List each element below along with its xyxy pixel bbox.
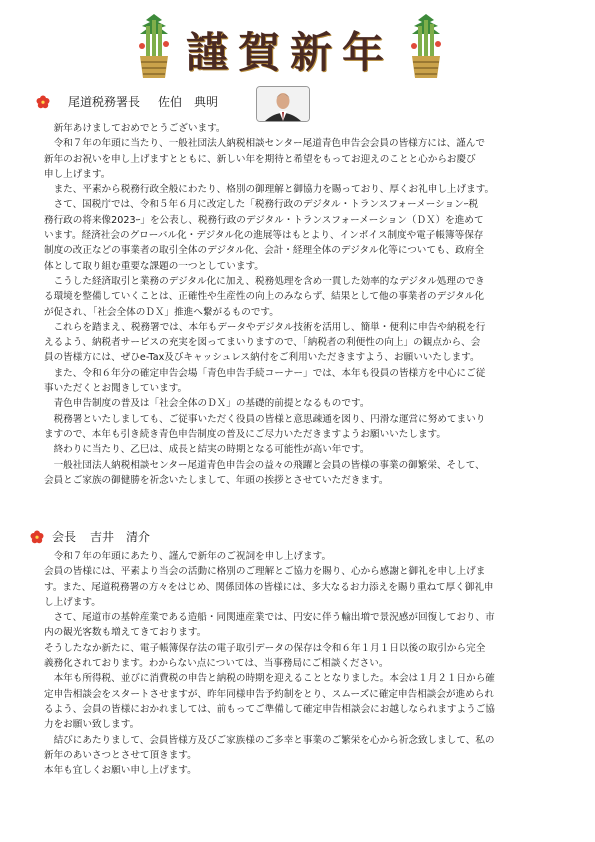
- section1-name: 佐伯 典明: [158, 95, 219, 109]
- paragraph: また、令和６年分の確定申告会場「青色申告手続コーナー」では、本年も役員の皆様方を中心にご従 事いただくとお聞きしています。: [44, 367, 486, 395]
- paragraph: 新年あけましておめでとうございます。: [44, 123, 226, 134]
- banner-title: 謹賀新年: [186, 28, 395, 77]
- section1-role: 尾道税務署長: [68, 95, 141, 109]
- paragraph: 一般社団法人納税相談センター尾道青色申告会の益々の飛躍と会員の皆様の事業の御繁栄、そして、 会員とご家族の御健勝を祈念いたしまして、年頭の挨拶とさせていただきます。: [44, 459, 485, 486]
- paragraph: これらを踏まえ、税務署では、本年もデータやデジタル技術を活用し、簡単・便利に申告や納税を行 えるよう、納税者サービスの充実を図ってまいりますので、「納税者の利便性の向上」の観点から、会 員の皆様方には、ぜひe-Tax及びキャッシュレス納付をご利用いただきますよう、お願いいたします。: [44, 321, 486, 364]
- section1-body: [44, 121, 554, 488]
- paragraph: また、平素から税務行政全般にわたり、格別の御理解と御協力を賜っており、厚くお礼申し上げます。: [44, 184, 495, 196]
- section2-heading: [30, 528, 150, 545]
- section2-role: 会長: [52, 530, 77, 544]
- paragraph: 結びにあたりまして、会員皆様方及びご家族様のご多幸と事業のご繁栄を心から祈念致しまして、私の 新年のあいさつとさせて頂きます。 本年も宜しくお願い申し上げます。: [44, 734, 495, 777]
- paragraph: さて、尾道市の基幹産業である造船・同関連産業では、円安に伴う輸出増で景況感が回復しており、市 内の観光客数も増えてきております。 そうしたなか新たに、電子帳簿保存法の電子取引データの保存は令和６年１月１日以後の取引から完全 義務化されております。わからない点については、当事務局にご相談ください。: [44, 612, 495, 670]
- paragraph: 税務署といたしましても、ご従事いただく役員の皆様と意思疎通を図り、円滑な運営に努めてまいり ますので、本年も引き続き青色申告制度の普及にご尽力いただきますようお願いいたします。: [44, 413, 486, 440]
- paragraph: 終わりに当たり、乙巳は、成長と結実の時期となる可能性が高い年です。: [44, 444, 370, 456]
- kadomatsu-icon: [132, 12, 176, 82]
- kadomatsu-icon: [404, 12, 448, 82]
- section2-name: 吉井 清介: [90, 530, 151, 544]
- section1-heading: [36, 93, 218, 110]
- section2-body: [44, 549, 559, 778]
- plum-blossom-icon: [30, 530, 44, 544]
- portrait-photo: [256, 86, 310, 122]
- paragraph: 本年も所得税、並びに消費税の申告と納税の時期を迎えることとなりました。本会は１月２１日から確 定申告相談会をスタートさせますが、昨年同様申告予約制をとり、スムーズに確定申告相談会が進められ るよう、会員の皆様におかれましては、前もってご準備して確定申告相談会にお越しなられますようご協 力をお願い致します。: [44, 673, 495, 731]
- paragraph: 青色申告制度の普及は「社会全体のＤＸ」の基礎的前提となるものです。: [44, 398, 370, 410]
- paragraph: こうした経済取引と業務のデジタル化に加え、税務処理を含め一貫した効率的なデジタル処理のでき る環境を整備していくことは、正確性や生産性の向上のみならず、結果として他の事業者のデジタル化 が促され、「社会全体のＤＸ」推進へ繋がるものです。: [44, 275, 485, 318]
- plum-blossom-icon: [36, 95, 50, 109]
- paragraph: 令和７年の年頭に当たり、一般社団法人納税相談センター尾道青色申告会会員の皆様方には、謹んで 新年のお祝いを申し上げますとともに、新しい年を期待と希望をもってお迎えのことと心からお慶び 申し上げます。: [44, 138, 485, 180]
- new-year-banner: [0, 6, 595, 84]
- paragraph: さて、国税庁では、令和５年６月に改定した「税務行政のデジタル・トランスフォーメーションｰ税 務行政の将来像2023ｰ」を公表し、税務行政のデジタル・トランスフォーメーション（ＤＸ）を進めて います。経済社会のグローバル化・デジタル化の進展等はもとより、インボイス制度や電子帳簿等保存 制度の改正などの事業者の取引全体のデジタル化、会計・経理全体のデジタル化等についても、政府全 体として取り組む重要な課題の一つとしています。: [44, 199, 484, 272]
- paragraph: 令和７年の年頭にあたり、謹んで新年のご祝詞を申し上げます。 会員の皆様には、平素より当会の活動に格別のご理解とご協力を賜り、心から感謝と御礼を申し上げま す。また、尾道税務署の方々をはじめ、関係団体の皆様には、多大なるお力添えを賜り重ねて厚く御礼申 し上げます。: [44, 551, 494, 608]
